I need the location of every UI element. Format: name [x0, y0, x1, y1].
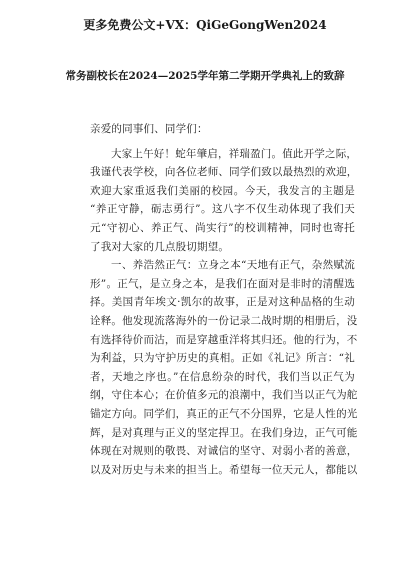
- paragraph-line: 锚定方向。同学们，真正的正气不分国界，它是人性的光: [90, 407, 358, 420]
- paragraph-line: 大家上午好！蛇年肇启，祥瑞盈门。值此开学之际，: [111, 147, 358, 160]
- paragraph-line: 择。美国青年埃文·凯尔的故事，正是对这种品格的生动: [90, 296, 355, 309]
- paragraph-line: 我谨代表学校，向各位老师、同学们致以最热烈的欢迎，: [90, 166, 358, 179]
- paragraph-line: 者，天地之序也。”在信息纷杂的时代，我们当以正气为: [90, 370, 355, 383]
- section-heading-line: 一、养浩然正气：立身之本“天地有正气，杂然赋流: [111, 259, 355, 272]
- paragraph-line: 有选择待价而沽，而是穿越重洋将其归还。他的行为，不: [90, 333, 358, 346]
- paragraph-line: 欢迎大家重返我们美丽的校园。今天，我发言的主题是: [90, 184, 355, 197]
- salutation: 亲爱的同事们、同学们：: [90, 123, 208, 135]
- paragraph-line: “养正守静，砺志勇行”。这八字不仅生动体现了我们天: [90, 203, 355, 216]
- paragraph-line: 诠释。他发现流落海外的一份记录二战时期的相册后，没: [90, 314, 358, 327]
- document-title: 常务副校长在2024—2025学年第二学期开学典礼上的致辞: [65, 70, 345, 82]
- paragraph-line: 纲，守住本心；在价值多元的浪潮中，我们当以正气为舵: [90, 389, 358, 402]
- paragraph-line: 元“守初心、养正气、尚实行”的校训精神，同时也寄托: [90, 221, 355, 234]
- paragraph-line: 以及对历史与未来的担当上。希望每一位天元人，都能以: [90, 463, 358, 476]
- paragraph-line: 了我对大家的几点殷切期望。: [90, 240, 230, 253]
- watermark-text: 更多免费公文+VX：QiGeGongWen2024: [83, 18, 327, 32]
- paragraph-line: 形”。正气，是立身之本，是我们在面对是非时的清醒选: [90, 277, 355, 290]
- paragraph-line: 为利益，只为守护历史的真相。正如《礼记》所言：“礼: [90, 352, 355, 365]
- paragraph-line: 辉，是对真理与正义的坚定捍卫。在我们身边，正气可能: [90, 426, 358, 439]
- paragraph-line: 体现在对规则的敬畏、对诚信的坚守、对弱小者的善意，: [90, 445, 358, 458]
- document-body: [90, 120, 358, 479]
